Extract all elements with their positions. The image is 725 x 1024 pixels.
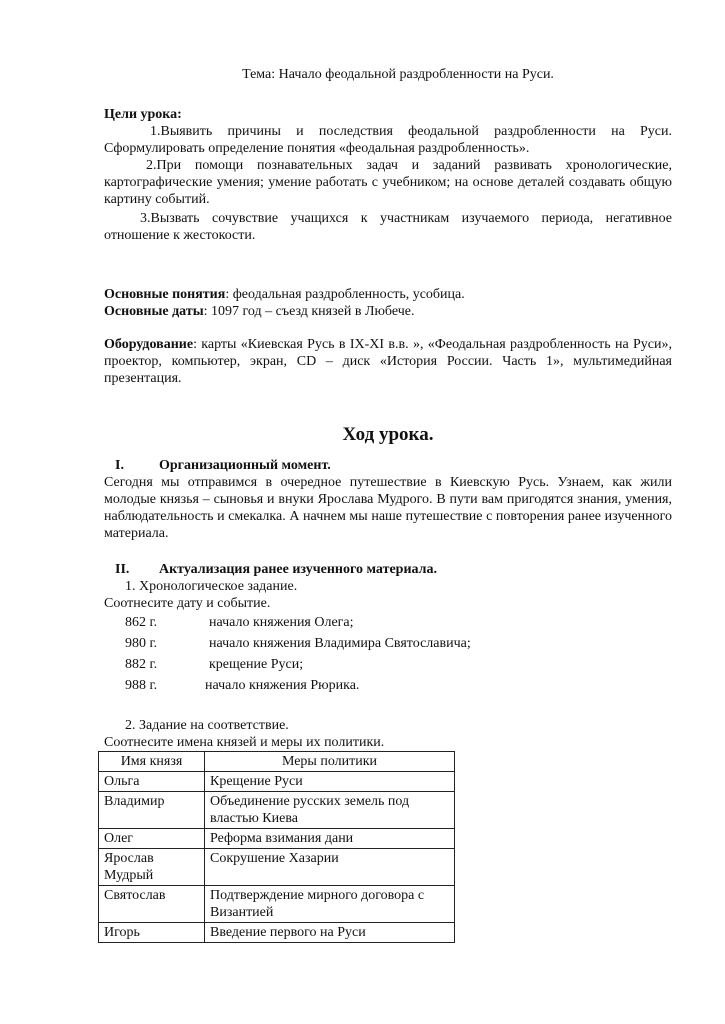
- table-header-policy: Меры политики: [205, 752, 455, 772]
- section-1-heading: [104, 457, 672, 474]
- table-row: [99, 849, 455, 886]
- task-1-instruction: Соотнесите дату и событие.: [104, 596, 271, 611]
- prince-name: Олег: [99, 829, 205, 849]
- prince-name: Владимир: [99, 792, 205, 829]
- table-header-row: [99, 752, 455, 772]
- table-row: [99, 829, 455, 849]
- basic-concepts-text: : феодальная раздробленность, усобица.: [225, 287, 465, 302]
- goal-1: 1.Выявить причины и последствия феодальной раздробленности на Руси. Сформулировать определение понятия «феодальная раздробленность».: [104, 124, 672, 156]
- goal-2: 2.При помощи познавательных задач и заданий развивать хронологические, картографические умения; умение работать с учебником; на основе деталей создавать общую картину событий.: [104, 158, 672, 207]
- date-event-item: [125, 654, 672, 675]
- date-year: 862 г.: [125, 615, 158, 630]
- date-event-item: [125, 612, 672, 633]
- basic-concepts-label: Основные понятия: [104, 287, 226, 302]
- goal-3: 3.Вызвать сочувствие учащихся к участникам изучаемого периода, негативное отношение к жестокости.: [104, 211, 672, 243]
- table-row: [99, 792, 455, 829]
- equipment-text: : карты «Киевская Русь в IX-XI в.в. », «Феодальная раздробленность на Руси», проектор, компьютер, экран, CD – диск «История России. Часть 1», мультимедийная презентация.: [104, 337, 672, 386]
- policy-measure: Сокрушение Хазарии: [205, 849, 455, 886]
- task-1-title: 1. Хронологическое задание.: [125, 579, 298, 594]
- policy-measure: Крещение Руси: [205, 772, 455, 792]
- task-2-instruction: Соотнесите имена князей и меры их политики.: [104, 735, 385, 750]
- table-row: [99, 886, 455, 923]
- task-2-title: 2. Задание на соответствие.: [125, 718, 289, 733]
- prince-name: Ольга: [99, 772, 205, 792]
- section-2-number: II.: [115, 562, 130, 577]
- policy-measure: Подтверждение мирного договора с Византией: [205, 886, 455, 923]
- basic-dates-label: Основные даты: [104, 304, 204, 319]
- date-year: 980 г.: [125, 636, 158, 651]
- policy-measure: Введение первого на Руси: [205, 923, 455, 943]
- date-event: крещение Руси;: [209, 657, 304, 672]
- basic-concepts: [104, 286, 672, 303]
- date-event-item: [125, 633, 672, 654]
- section-1-number: I.: [115, 458, 124, 473]
- lesson-topic: Тема: Начало феодальной раздробленности на Руси.: [242, 67, 554, 82]
- prince-name: Святослав: [99, 886, 205, 923]
- date-event: начало княжения Олега;: [209, 615, 354, 630]
- table-row: [99, 923, 455, 943]
- date-event-list: [125, 612, 672, 696]
- section-2-heading: [104, 561, 672, 578]
- table-row: [99, 772, 455, 792]
- basic-dates-text: : 1097 год – съезд князей в Любече.: [203, 304, 415, 319]
- section-2-title: Актуализация ранее изученного материала.: [159, 562, 437, 577]
- policy-measure: Реформа взимания дани: [205, 829, 455, 849]
- goals-heading: Цели урока:: [104, 107, 182, 122]
- date-year: 988 г.: [125, 678, 158, 693]
- course-title: Ход урока.: [342, 424, 434, 445]
- prince-name: Ярослав Мудрый: [99, 849, 205, 886]
- equipment-label: Оборудование: [104, 337, 194, 352]
- section-1-text: Сегодня мы отправимся в очередное путешествие в Киевскую Русь. Узнаем, как жили молодые князья – сыновья и внуки Ярослава Мудрого. В пути вам пригодятся знания, умения, наблюдательность и смекалка. А начнем мы наше путешествие с повторения ранее изученного материала.: [104, 475, 672, 541]
- date-event: начало княжения Владимира Святославича;: [209, 636, 471, 651]
- document-body: [104, 66, 672, 943]
- date-event-item: [125, 675, 672, 696]
- princes-policy-table: [98, 751, 455, 943]
- date-year: 882 г.: [125, 657, 158, 672]
- basic-dates: [104, 303, 672, 320]
- date-event: начало княжения Рюрика.: [205, 678, 360, 693]
- prince-name: Игорь: [99, 923, 205, 943]
- table-header-prince: Имя князя: [99, 752, 205, 772]
- policy-measure: Объединение русских земель под властью Киева: [205, 792, 455, 829]
- section-1-title: Организационный момент.: [159, 458, 331, 473]
- equipment: [104, 336, 672, 387]
